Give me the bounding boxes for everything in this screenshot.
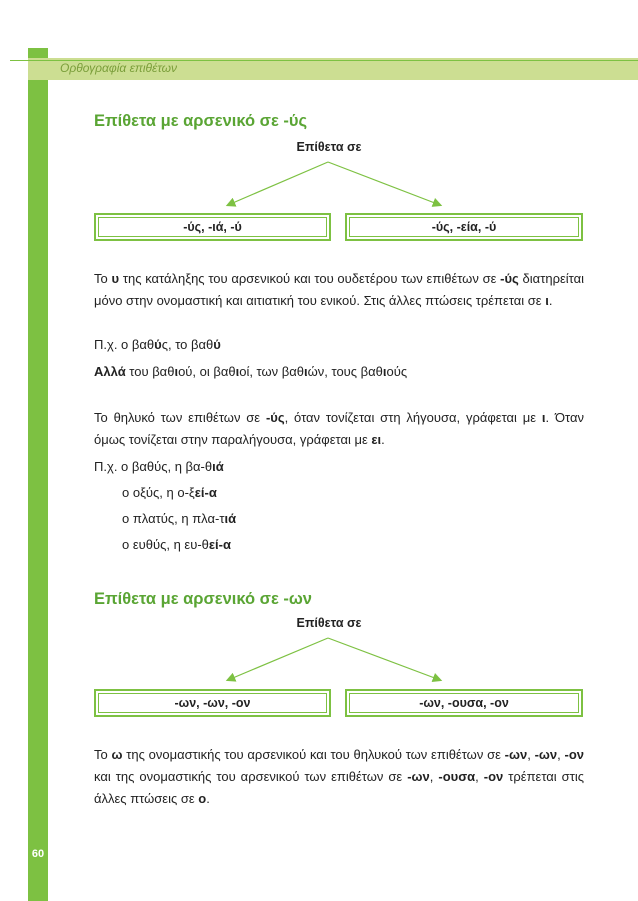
arrow-right-2 — [328, 638, 440, 680]
section1-box-left — [94, 213, 331, 241]
section1-box-right — [345, 213, 583, 241]
bold-run: -ον — [483, 769, 504, 784]
arrow-right-1 — [328, 162, 440, 205]
section1-example-5: ο πλατύς, η πλα-τιά — [122, 511, 237, 526]
section1-heading: Επίθετα με αρσενικό σε -ύς — [94, 112, 308, 130]
bold-run: εί-α — [208, 537, 231, 552]
section1-diagram-label: Επίθετα σε — [296, 140, 362, 154]
bold-run: ι — [541, 410, 546, 425]
section1-example-2: Αλλά του βαθιού, οι βαθιοί, των βαθιών, τους βαθιούς — [94, 364, 408, 379]
section2-paragraph-1: Το ω της ονομαστικής του αρσενικού και του θηλυκού των επιθέτων σε -ων, -ων, -ον και της ονομαστικής του αρσενικού των επιθέτων σε -ων, -ουσα, -ον τρέπεται στις άλλες πτώσεις σε ο. — [94, 747, 584, 806]
section1-box-left-text: -ύς, -ιά, -ύ — [98, 217, 327, 237]
section2-heading: Επίθετα με αρσενικό σε -ων — [94, 590, 312, 608]
arrow-left-1 — [228, 162, 328, 205]
section1-paragraph-1: Το υ της κατάληξης του αρσενικού και του ουδετέρου των επιθέτων σε -ύς διατηρείται μόνο στην ονομαστική και αιτιατική του ενικού. Στις άλλες πτώσεις τρέπεται σε ι. — [94, 271, 584, 308]
bold-run: -ων — [407, 769, 430, 784]
section2-box-left-text: -ων, -ων, -ον — [98, 693, 327, 713]
bold-run: ι — [304, 364, 308, 379]
bold-run: -ων — [504, 747, 528, 762]
bold-run: ο — [198, 791, 207, 806]
bold-run: ύ — [213, 337, 221, 352]
section2-box-right — [345, 689, 583, 717]
arrow-left-2 — [228, 638, 328, 680]
bold-run: -ων — [534, 747, 558, 762]
bold-run: ιά — [224, 511, 237, 526]
section1-example-4: ο οξύς, η ο-ξεί-α — [122, 485, 217, 500]
section1-example-3: Π.χ. ο βαθύς, η βα-θιά — [94, 459, 224, 474]
bold-run: -ον — [564, 747, 584, 762]
section1-paragraph-2: Το θηλυκό των επιθέτων σε -ύς, όταν τονίζεται στη λήγουσα, γράφεται με ι. Όταν όμως τονίζεται στην παραλήγουσα, γράφεται με ει. — [94, 410, 584, 447]
bold-run: ιά — [212, 459, 224, 474]
bold-run: εί-α — [194, 485, 217, 500]
bold-run: -ουσα — [438, 769, 476, 784]
section2-box-right-text: -ων, -ουσα, -ον — [349, 693, 579, 713]
bold-run: ει — [371, 432, 382, 447]
bold-run: ω — [111, 747, 123, 762]
bold-run: -ύς — [265, 410, 285, 425]
section2-diagram-label: Επίθετα σε — [296, 616, 362, 630]
section2-box-left — [94, 689, 331, 717]
bold-run: ι — [545, 293, 549, 308]
section1-example-1: Π.χ. ο βαθύς, το βαθύ — [94, 337, 221, 352]
bold-run: ι — [235, 364, 240, 379]
bold-run: ι — [174, 364, 179, 379]
bold-run: ύ — [154, 337, 162, 352]
running-header: Ορθογραφία επιθέτων — [60, 61, 177, 75]
bold-run: -ύς — [500, 271, 519, 286]
section1-example-6: ο ευθύς, η ευ-θεί-α — [122, 537, 231, 552]
section1-box-right-text: -ύς, -εία, -ύ — [349, 217, 579, 237]
page-number: 60 — [31, 848, 45, 860]
bold-run: ι — [382, 364, 387, 379]
bold-run: υ — [111, 271, 120, 286]
bold-run: Αλλά — [94, 364, 126, 379]
